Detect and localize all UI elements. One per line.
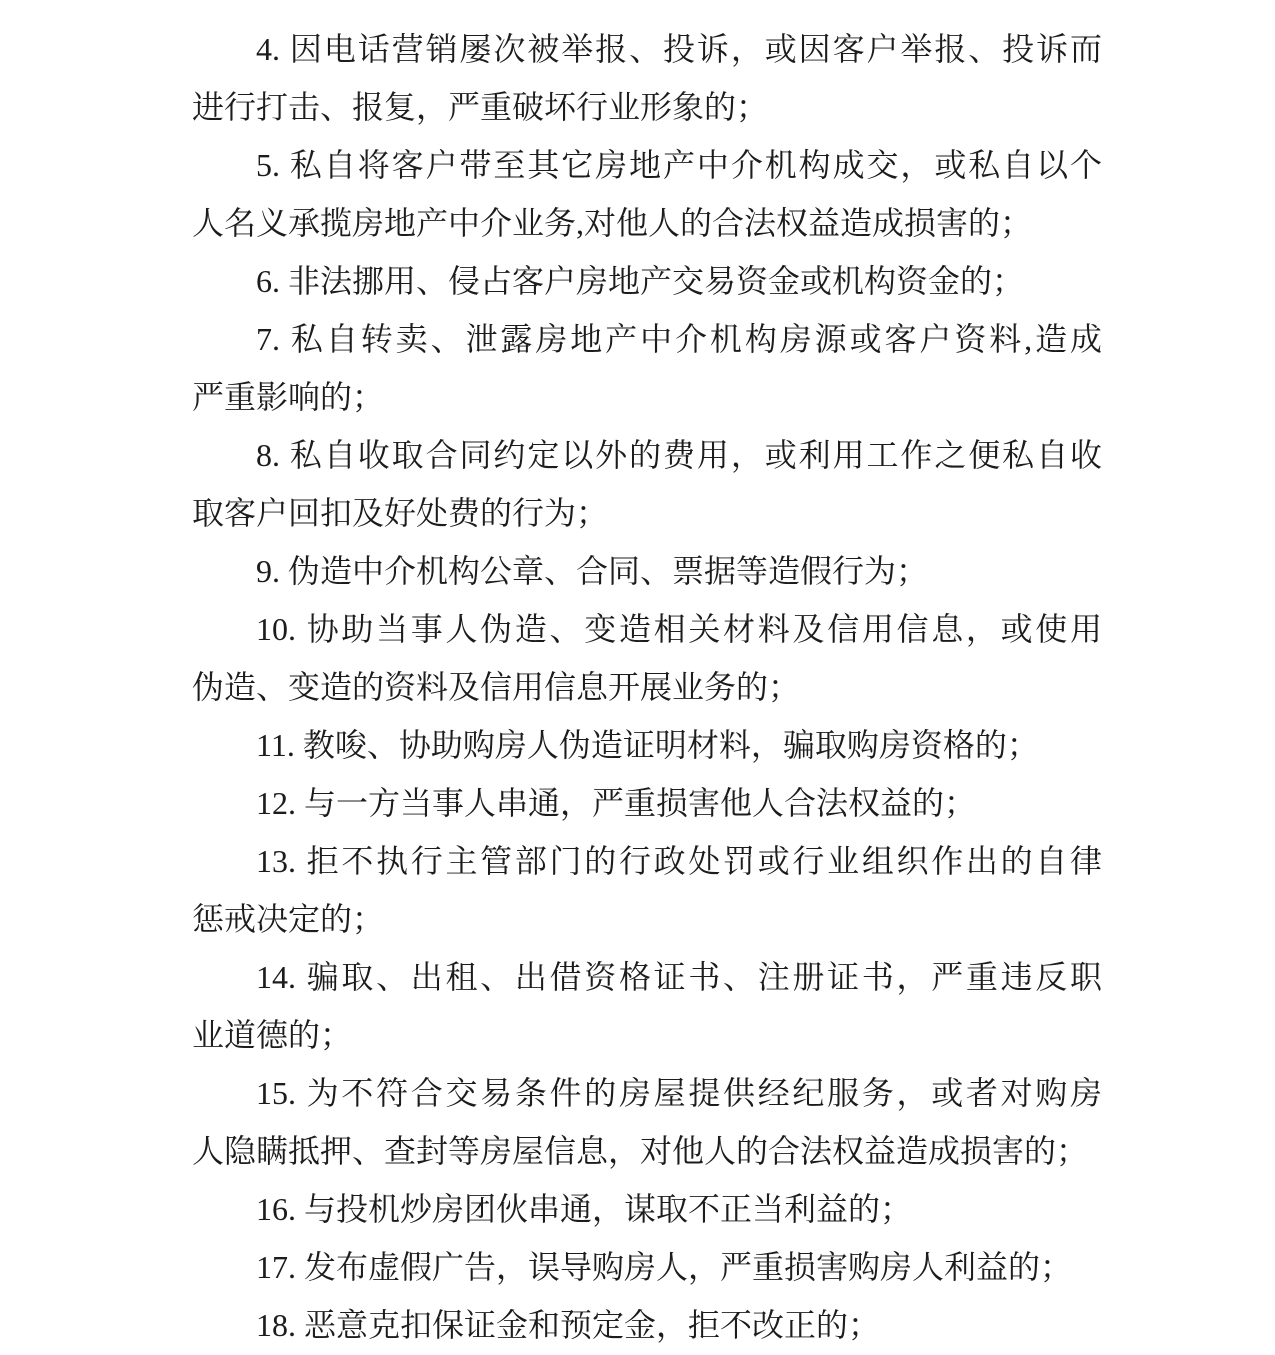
text-line: 伪造、变造的资料及信用信息开展业务的； — [192, 669, 801, 705]
violation-list — [192, 20, 1102, 1354]
text-line: 11. 教唆、协助购房人伪造证明材料，骗取购房资格的； — [256, 727, 1039, 763]
text-line: 惩戒决定的； — [192, 901, 385, 937]
text-line: 进行打击、报复，严重破坏行业形象的； — [192, 89, 769, 125]
text-line: 10. 协助当事人伪造、变造相关材料及信用信息，或使用 — [256, 611, 1102, 647]
text-line: 6. 非法挪用、侵占客户房地产交易资金或机构资金的； — [256, 263, 1025, 299]
text-line: 13. 拒不执行主管部门的行政处罚或行业组织作出的自律 — [256, 843, 1102, 879]
text-line: 业道德的； — [192, 1017, 353, 1053]
text-line: 14. 骗取、出租、出借资格证书、注册证书，严重违反职 — [256, 959, 1102, 995]
text-line: 15. 为不符合交易条件的房屋提供经纪服务，或者对购房 — [256, 1075, 1102, 1111]
text-line: 12. 与一方当事人串通，严重损害他人合法权益的； — [256, 785, 977, 821]
text-line: 9. 伪造中介机构公章、合同、票据等造假行为； — [256, 553, 929, 589]
text-line: 人隐瞒抵押、查封等房屋信息，对他人的合法权益造成损害的； — [192, 1133, 1089, 1169]
text-line: 17. 发布虚假广告，误导购房人，严重损害购房人利益的； — [256, 1249, 1073, 1285]
text-line: 4. 因电话营销屡次被举报、投诉，或因客户举报、投诉而 — [256, 31, 1102, 67]
text-line: 严重影响的； — [192, 379, 385, 415]
text-line: 8. 私自收取合同约定以外的费用，或利用工作之便私自收 — [256, 437, 1102, 473]
text-line: 16. 与投机炒房团伙串通，谋取不正当利益的； — [256, 1191, 913, 1227]
text-line: 7. 私自转卖、泄露房地产中介机构房源或客户资料,造成 — [256, 321, 1102, 357]
text-line: 18. 恶意克扣保证金和预定金，拒不改正的； — [256, 1307, 881, 1343]
text-line: 5. 私自将客户带至其它房地产中介机构成交，或私自以个 — [256, 147, 1102, 183]
text-line: 取客户回扣及好处费的行为； — [192, 495, 609, 531]
text-line: 人名义承揽房地产中介业务,对他人的合法权益造成损害的； — [192, 205, 1033, 241]
